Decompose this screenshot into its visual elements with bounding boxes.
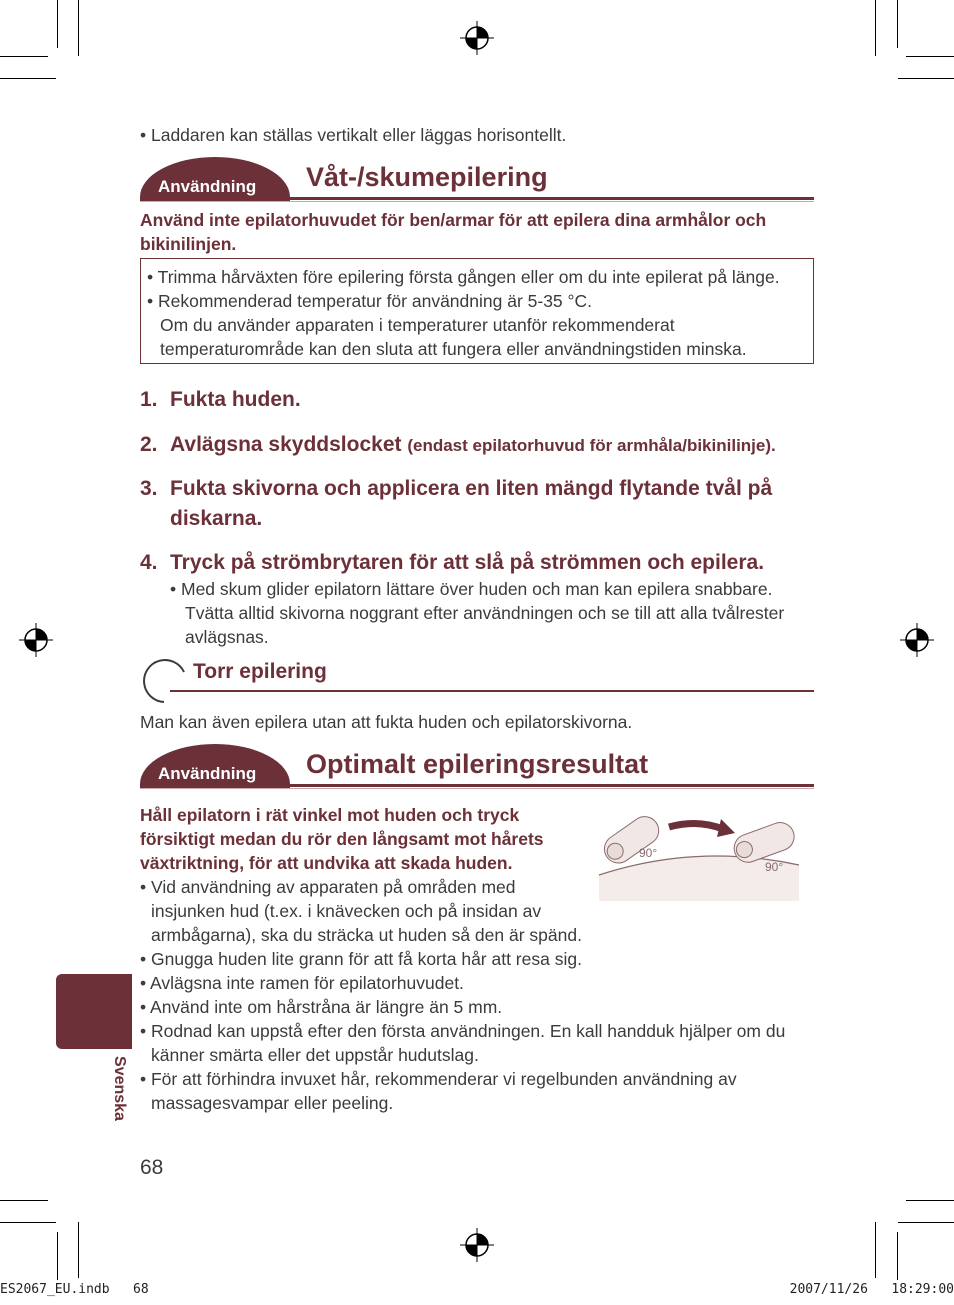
tip-bullet: • Vid användning av apparaten på områden med (140, 877, 516, 897)
angle-label-right: 90° (765, 860, 784, 874)
crop-mark (0, 56, 48, 57)
step4-bullet: Tvätta alltid skivorna noggrant efter användningen och se till att alla tvålrester (185, 603, 785, 623)
step-text: Fukta skivorna och applicera en liten mängd flytande tvål på (170, 477, 773, 500)
tip-bullet: känner smärta eller det uppstår hudutslag. (151, 1045, 479, 1065)
step-3 (140, 474, 772, 504)
step-4 (140, 548, 764, 578)
crop-mark (906, 1200, 954, 1201)
crop-mark (57, 0, 58, 48)
footer-timestamp: 2007/11/26 18:29:00 (789, 1282, 954, 1297)
step-number: 2. (140, 433, 158, 456)
step-text: Tryck på strömbrytaren för att slå på strömmen och epilera. (170, 551, 765, 574)
tip-bullet: insjunken hud (t.ex. i knävecken och på insidan av (151, 901, 542, 921)
angle-label-left: 90° (639, 846, 658, 860)
section-tab (140, 744, 290, 789)
tip-bullet: armbågarna), ska du sträcka ut huden så den är spänd. (151, 925, 582, 945)
warning-line: bikinilinjen. (140, 234, 237, 254)
registration-mark-icon (900, 623, 934, 657)
crop-mark (78, 0, 79, 56)
crop-mark (57, 1232, 58, 1280)
registration-mark-icon (19, 623, 53, 657)
section-rule-thin (140, 788, 814, 789)
intro-bullet: • Laddaren kan ställas vertikalt eller läggas horisontellt. (140, 125, 567, 145)
section-rule-thin (140, 201, 814, 202)
crop-mark (875, 0, 876, 56)
step-number: 4. (140, 551, 158, 574)
section-tab (140, 157, 290, 202)
crop-mark (78, 1222, 79, 1278)
language-label: Svenska (111, 1056, 128, 1121)
step-text: Avlägsna skyddslocket (170, 433, 402, 456)
crop-mark (0, 1200, 48, 1201)
crop-mark (0, 78, 56, 79)
subsection-rule (170, 690, 814, 692)
registration-mark-icon (460, 1228, 494, 1262)
tip-bullet: • Använd inte om hårstråna är längre än 5 mm. (140, 997, 503, 1017)
registration-mark-icon (460, 21, 494, 55)
tip-bullet: • Gnugga huden lite grann för att få korta hår att resa sig. (140, 949, 582, 969)
step-1 (140, 385, 301, 415)
note-line: • Rekommenderad temperatur för användning är 5-35 °C. (147, 291, 593, 311)
step-text: Fukta huden. (170, 388, 301, 411)
instruction-line: växtriktning, för att undvika att skada huden. (140, 853, 513, 873)
step-number: 1. (140, 388, 158, 411)
note-line: • Trimma hårväxten före epilering första gången eller om du inte epilerat på länge. (147, 267, 780, 287)
note-line: temperaturområde kan den sluta att fungera eller användningstiden minska. (160, 339, 747, 359)
section-title: Optimalt epileringsresultat (306, 749, 649, 779)
section-rule (290, 784, 814, 787)
subsection-arc-icon (140, 658, 188, 706)
step4-bullet: avlägsnas. (185, 627, 269, 647)
warning-line: Använd inte epilatorhuvudet för ben/armar för att epilera dina armhålor och (140, 210, 767, 230)
step-3-cont (140, 504, 262, 534)
section-title: Våt-/skumepilering (306, 162, 548, 192)
instruction-line: försiktigt medan du rör den långsamt mot hårets (140, 829, 544, 849)
step-text: diskarna. (170, 507, 263, 530)
step-2 (140, 430, 776, 461)
step4-bullet: • Med skum glider epilatorn lättare över huden och man kan epilera snabbare. (170, 579, 773, 599)
crop-mark (898, 1222, 954, 1223)
crop-mark (897, 1232, 898, 1280)
footer-file: ES2067_EU.indb 68 (0, 1282, 149, 1297)
note-box (140, 258, 814, 364)
tip-bullet: massagesvampar eller peeling. (151, 1093, 394, 1113)
section-tab-label: Användning (158, 177, 257, 196)
crop-mark (898, 78, 954, 79)
crop-mark (0, 1222, 56, 1223)
language-tab (56, 974, 132, 1049)
tip-bullet: • För att förhindra invuxet hår, rekommenderar vi regelbunden användning av (140, 1069, 737, 1089)
subsection-title: Torr epilering (193, 660, 327, 683)
crop-mark (897, 0, 898, 48)
crop-mark (906, 56, 954, 57)
instruction-line: Håll epilatorn i rät vinkel mot huden och tryck (140, 805, 520, 825)
step-suffix: (endast epilatorhuvud för armhåla/bikinilinje). (407, 436, 776, 455)
tip-bullet: • Avlägsna inte ramen för epilatorhuvudet. (140, 973, 464, 993)
section-tab-label: Användning (158, 764, 257, 783)
tip-bullet: • Rodnad kan uppstå efter den första användningen. En kall handduk hjälper om du (140, 1021, 786, 1041)
page-number: 68 (140, 1156, 164, 1179)
section-rule (290, 197, 814, 200)
crop-mark (875, 1222, 876, 1278)
step-number: 3. (140, 477, 158, 500)
note-line: Om du använder apparaten i temperaturer utanför rekommenderat (160, 315, 675, 335)
dry-text: Man kan även epilera utan att fukta huden och epilatorskivorna. (140, 712, 633, 732)
